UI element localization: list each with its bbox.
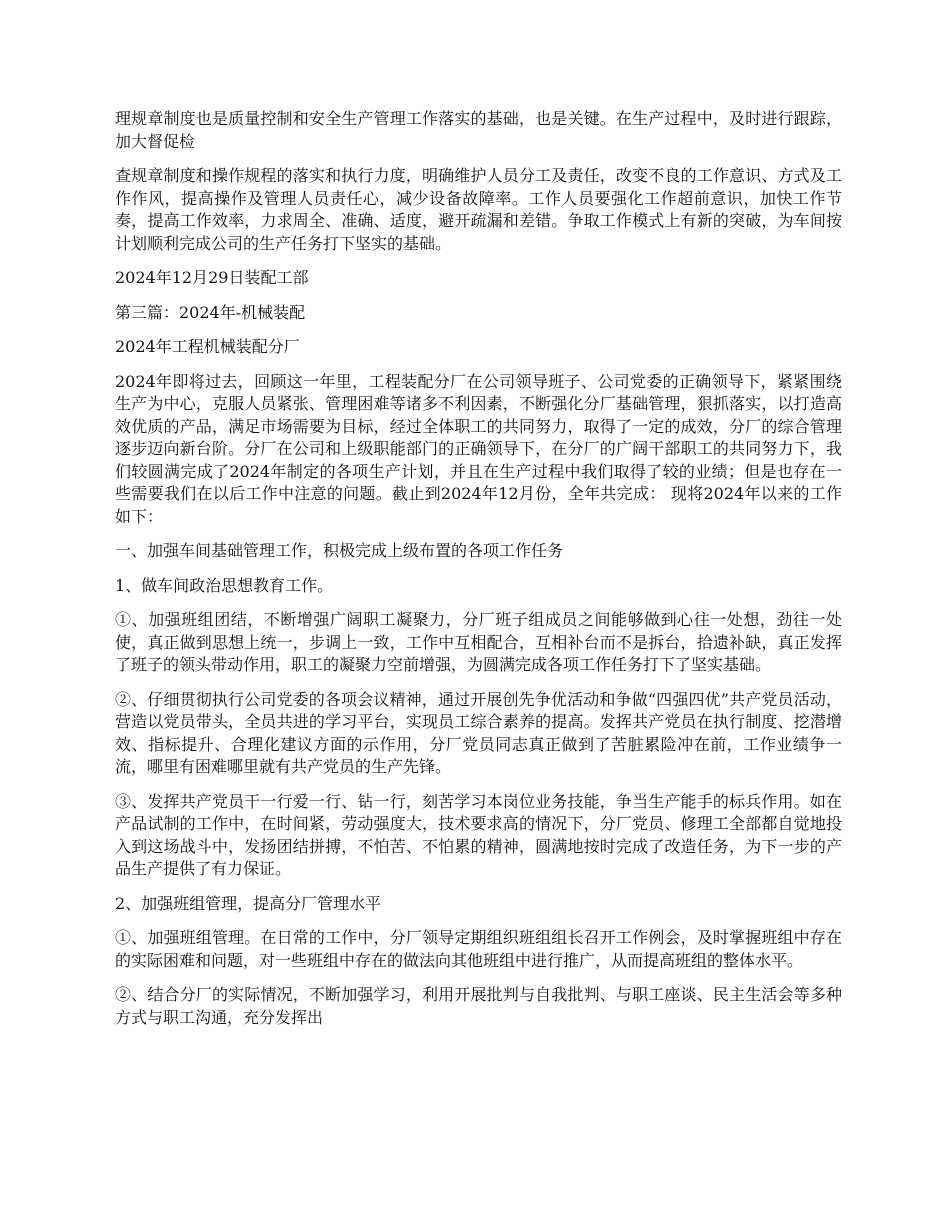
date-signature-line: 2024年12月29日装配工部: [115, 268, 309, 287]
paragraph: ②、结合分厂的实际情况，不断加强学习，利用开展批判与自我批判、与职工座谈、民主生活会等多种方式与职工沟通，充分发挥出: [115, 985, 842, 1027]
document-title: 2024年工程机械装配分厂: [115, 337, 300, 356]
heading-level-2: 2、加强班组管理，提高分厂管理水平: [115, 893, 382, 913]
paragraph: ③、发挥共产党员干一行爱一行、钻一行，刻苦学习本岗位业务技能，争当生产能手的标兵作用。如在产品试制的工作中，在时间紧，劳动强度大，技术要求高的情况下，分厂党员、修理工全部都自觉地投入到这场战斗中，发扬团结拼搏，不怕苦、不怕累的精神，圆满地按时完成了改造任务，为下一步的产品生产提供了有力保证。: [115, 791, 842, 878]
paragraph: ②、仔细贯彻执行公司党委的各项会议精神，通过开展创先争优活动和争做“四强四优”共产党员活动，营造以党员带头，全员共进的学习平台，实现员工综合素养的提高。发挥共产党员在执行制度、挖潜增效、指标提升、合理化建议方面的示作用，分厂党员同志真正做到了苦脏累险冲在前，工作业绩争一流，哪里有困难哪里就有共产党员的生产先锋。: [115, 689, 842, 776]
heading-level-2: 1、做车间政治思想教育工作。: [115, 575, 334, 595]
paragraph: ①、加强班组团结，不断增强广阔职工凝聚力，分厂班子组成员之间能够做到心往一处想，劲往一处使，真正做到思想上统一，步调上一致，工作中互相配合，互相补台而不是拆台，拾遗补缺，真正发挥了班子的领头带动作用，职工的凝聚力空前增强，为圆满完成各项工作任务打下了坚实基础。: [115, 610, 842, 674]
paragraph: 理规章制度也是质量控制和安全生产管理工作落实的基础，也是关键。在生产过程中，及时进行跟踪，加大督促检: [115, 109, 842, 151]
heading-level-1: 一、加强车间基础管理工作，积极完成上级布置的各项工作任务: [115, 541, 564, 560]
document-page: [115, 108, 842, 1041]
paragraph: 2024年即将过去，回顾这一年里，工程装配分厂在公司领导班子、公司党委的正确领导下，紧紧围绕生产为中心，克服人员紧张、管理困难等诸多不利因素，不断强化分厂基础管理，狠抓落实，以打造高效优质的产品，满足市场需要为目标，经过全体职工的共同努力，取得了一定的成效，分厂的综合管理逐步迈向新台阶。分厂在公司和上级职能部门的正确领导下，在分厂的广阔干部职工的共同努力下，我们较圆满完成了2024年制定的各项生产计划，并且在生产过程中我们取得了较的业绩；但是也存在一些需要我们在以后工作中注意的问题。截止到2024年12月份，全年共完成： 现将2024年以来的工作如下：: [115, 371, 842, 526]
paragraph: ①、加强班组管理。在日常的工作中，分厂领导定期组织班组组长召开工作例会，及时掌握班组中存在的实际困难和问题，对一些班组中存在的做法向其他班组中进行推广，从而提高班组的整体水平。: [115, 928, 842, 970]
section-title: 第三篇：2024年-机械装配: [115, 302, 306, 322]
paragraph: 查规章制度和操作规程的落实和执行力度，明确维护人员分工及责任，改变不良的工作意识、方式及工作作风，提高操作及管理人员责任心，减少设备故障率。工作人员要强化工作超前意识，加快工作节奏，提高工作效率，力求周全、准确、适度，避开疏漏和差错。争取工作模式上有新的突破，为车间按计划顺利完成公司的生产任务打下坚实的基础。: [115, 166, 842, 253]
